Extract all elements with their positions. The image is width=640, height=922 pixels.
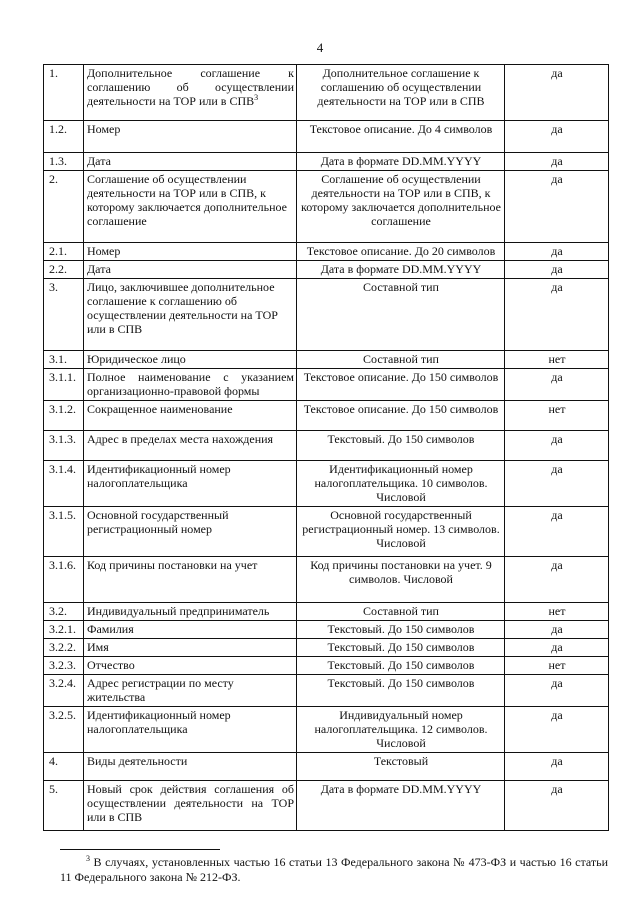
row-description: [297, 781, 505, 831]
row-number: [44, 753, 84, 781]
row-required: [505, 461, 609, 507]
table-row: [44, 351, 609, 369]
row-number-text: 3.2.: [49, 604, 67, 618]
row-description: [297, 461, 505, 507]
table-row: [44, 657, 609, 675]
row-number: [44, 279, 84, 351]
row-name: [84, 639, 297, 657]
row-number: [44, 401, 84, 431]
row-required: [505, 781, 609, 831]
table-row: [44, 431, 609, 461]
row-number: [44, 781, 84, 831]
row-name-text: Адрес в пределах места нахождения: [87, 432, 274, 446]
row-required: [505, 261, 609, 279]
row-required-text: нет: [548, 402, 566, 416]
row-name-text: Идентификационный номер налогоплательщика: [87, 462, 231, 490]
row-description: [297, 65, 505, 121]
row-name: [84, 153, 297, 171]
row-required: [505, 121, 609, 153]
row-name-text: Дополнительное соглашение к соглашению об осуществлении деятельности на ТОР или в СПВ: [87, 66, 294, 108]
row-required-text: да: [551, 782, 563, 796]
row-description-text: Текстовый. До 150 символов: [327, 658, 475, 672]
row-description: [297, 707, 505, 753]
table-row: [44, 557, 609, 603]
page-number: 4: [316, 40, 324, 55]
row-description: [297, 639, 505, 657]
table-row: [44, 261, 609, 279]
row-number: [44, 639, 84, 657]
row-number: [44, 507, 84, 557]
row-number-text: 1.: [49, 66, 58, 80]
row-description-text: Составной тип: [363, 604, 439, 618]
row-name: [84, 243, 297, 261]
row-name-text: Фамилия: [87, 622, 134, 636]
row-description: [297, 675, 505, 707]
row-description: [297, 171, 505, 243]
row-number: [44, 557, 84, 603]
table-row: [44, 243, 609, 261]
row-name: [84, 121, 297, 153]
row-number-text: 2.: [49, 172, 58, 186]
row-number: [44, 243, 84, 261]
row-description: [297, 657, 505, 675]
row-description: [297, 603, 505, 621]
table-row: [44, 781, 609, 831]
row-name-text: Отчество: [87, 658, 135, 672]
row-description: [297, 243, 505, 261]
row-name-text: Основной государственный регистрационный номер: [87, 508, 229, 536]
row-description-text: Текстовое описание. До 4 символов: [309, 122, 493, 136]
row-required: [505, 351, 609, 369]
row-number-text: 2.1.: [49, 244, 67, 258]
row-name-text: Дата: [87, 154, 111, 168]
row-required: [505, 621, 609, 639]
row-number: [44, 603, 84, 621]
row-description-text: Текстовый. До 150 символов: [327, 640, 475, 654]
row-required-text: да: [551, 676, 563, 690]
row-name: [84, 753, 297, 781]
row-description-text: Код причины постановки на учет. 9 символов. Числовой: [310, 558, 492, 586]
data-table: [43, 64, 609, 831]
row-name-text: Юридическое лицо: [87, 352, 186, 366]
row-number-text: 3.1.3.: [49, 432, 76, 446]
table-row: [44, 603, 609, 621]
row-name-text: Идентификационный номер налогоплательщика: [87, 708, 231, 736]
row-number-text: 3.1.1.: [49, 370, 76, 384]
row-description: [297, 369, 505, 401]
row-required: [505, 369, 609, 401]
footnote: [60, 855, 608, 885]
row-required-text: да: [551, 508, 563, 522]
row-number-text: 1.2.: [49, 122, 67, 136]
row-description-text: Текстовый. До 150 символов: [327, 432, 475, 446]
footnote-ref: 3: [254, 93, 259, 102]
row-description: [297, 279, 505, 351]
table-row: [44, 401, 609, 431]
row-required: [505, 279, 609, 351]
row-number-text: 3.2.2.: [49, 640, 76, 654]
row-number: [44, 431, 84, 461]
row-required: [505, 171, 609, 243]
row-number: [44, 657, 84, 675]
row-description-text: Дополнительное соглашение к соглашению об осуществлении деятельности на ТОР или в СПВ: [317, 66, 485, 108]
row-name-text: Новый срок действия соглашения об осуществлении деятельности на ТОР или в СПВ: [87, 782, 294, 824]
row-required: [505, 431, 609, 461]
table-row: [44, 639, 609, 657]
row-name: [84, 707, 297, 753]
row-description-text: Составной тип: [363, 352, 439, 366]
row-name-text: Индивидуальный предприниматель: [87, 604, 270, 618]
row-required: [505, 65, 609, 121]
row-name: [84, 65, 297, 121]
row-number-text: 1.3.: [49, 154, 67, 168]
row-number: [44, 621, 84, 639]
row-description: [297, 153, 505, 171]
footnote-text: В случаях, установленных частью 16 статьи 13 Федерального закона № 473-ФЗ и частью 16 статьи 11 Федерального закона № 212-ФЗ.: [60, 855, 608, 884]
row-required: [505, 153, 609, 171]
row-name: [84, 261, 297, 279]
row-required-text: нет: [548, 604, 566, 618]
row-name: [84, 657, 297, 675]
table-row: [44, 279, 609, 351]
table-row: [44, 171, 609, 243]
row-required: [505, 657, 609, 675]
row-description-text: Текстовый. До 150 символов: [327, 676, 475, 690]
table-row: [44, 153, 609, 171]
row-number: [44, 675, 84, 707]
row-required: [505, 675, 609, 707]
row-number: [44, 171, 84, 243]
row-required-text: да: [551, 280, 563, 294]
row-required-text: да: [551, 462, 563, 476]
row-name-text: Лицо, заключившее дополнительное соглашение к соглашению об осуществлении деятельности на ТОР или в СПВ: [87, 280, 278, 336]
table-row: [44, 507, 609, 557]
row-name-text: Полное наименование с указанием организационно-правовой формы: [87, 370, 294, 398]
row-required-text: да: [551, 754, 563, 768]
footnote-separator: [60, 849, 220, 850]
row-number: [44, 369, 84, 401]
row-number: [44, 707, 84, 753]
row-description: [297, 557, 505, 603]
row-description: [297, 431, 505, 461]
row-number-text: 4.: [49, 754, 58, 768]
table-row: [44, 369, 609, 401]
row-description: [297, 507, 505, 557]
row-required: [505, 243, 609, 261]
row-required-text: да: [551, 66, 563, 80]
row-number: [44, 461, 84, 507]
row-required-text: да: [551, 370, 563, 384]
row-name-text: Адрес регистрации по месту жительства: [87, 676, 234, 704]
row-description: [297, 261, 505, 279]
row-required-text: да: [551, 172, 563, 186]
row-number-text: 2.2.: [49, 262, 67, 276]
table-row: [44, 753, 609, 781]
row-name: [84, 279, 297, 351]
row-number: [44, 153, 84, 171]
row-required-text: да: [551, 622, 563, 636]
table-row: [44, 461, 609, 507]
row-number-text: 5.: [49, 782, 58, 796]
row-description: [297, 401, 505, 431]
row-required: [505, 753, 609, 781]
row-name: [84, 781, 297, 831]
row-name: [84, 603, 297, 621]
row-name-text: Имя: [87, 640, 109, 654]
row-description-text: Дата в формате DD.MM.YYYY: [320, 154, 482, 168]
row-name-text: Номер: [87, 244, 121, 258]
row-name-text: Номер: [87, 122, 121, 136]
row-required: [505, 603, 609, 621]
row-required-text: да: [551, 154, 563, 168]
table-row: [44, 121, 609, 153]
row-number-text: 3.1.5.: [49, 508, 76, 522]
row-number-text: 3.: [49, 280, 58, 294]
row-number-text: 3.2.4.: [49, 676, 76, 690]
row-name-text: Соглашение об осуществлении деятельности на ТОР или в СПВ, к которому заключается дополнительное соглашение: [87, 172, 287, 228]
row-required: [505, 707, 609, 753]
row-number: [44, 261, 84, 279]
row-required-text: нет: [548, 658, 566, 672]
row-description-text: Текстовое описание. До 150 символов: [303, 370, 499, 384]
row-name: [84, 557, 297, 603]
table-row: [44, 65, 609, 121]
row-description-text: Индивидуальный номер налогоплательщика. 12 символов. Числовой: [314, 708, 488, 750]
row-description-text: Составной тип: [363, 280, 439, 294]
row-number-text: 3.2.5.: [49, 708, 76, 722]
row-required: [505, 557, 609, 603]
row-number-text: 3.2.3.: [49, 658, 76, 672]
row-description-text: Текстовое описание. До 20 символов: [306, 244, 496, 258]
row-number-text: 3.1.: [49, 352, 67, 366]
row-number: [44, 65, 84, 121]
row-description: [297, 753, 505, 781]
row-required: [505, 639, 609, 657]
row-description-text: Основной государственный регистрационный номер. 13 символов. Числовой: [302, 508, 500, 550]
row-description-text: Текстовое описание. До 150 символов: [303, 402, 499, 416]
row-name: [84, 401, 297, 431]
row-description-text: Дата в формате DD.MM.YYYY: [320, 782, 482, 796]
row-name-text: Код причины постановки на учет: [87, 558, 258, 572]
row-required-text: да: [551, 432, 563, 446]
row-number: [44, 121, 84, 153]
row-name: [84, 507, 297, 557]
row-name: [84, 461, 297, 507]
row-name: [84, 171, 297, 243]
row-name: [84, 351, 297, 369]
row-required-text: да: [551, 640, 563, 654]
row-required-text: нет: [548, 352, 566, 366]
row-description-text: Дата в формате DD.MM.YYYY: [320, 262, 482, 276]
row-required: [505, 401, 609, 431]
row-name-text: Дата: [87, 262, 111, 276]
row-number-text: 3.1.2.: [49, 402, 76, 416]
row-name: [84, 621, 297, 639]
row-description: [297, 121, 505, 153]
row-description-text: Идентификационный номер налогоплательщика. 10 символов. Числовой: [314, 462, 488, 504]
row-number-text: 3.1.6.: [49, 558, 76, 572]
row-required-text: да: [551, 558, 563, 572]
row-required: [505, 507, 609, 557]
row-required-text: да: [551, 708, 563, 722]
row-number-text: 3.2.1.: [49, 622, 76, 636]
row-name-text: Сокращенное наименование: [87, 402, 233, 416]
table-row: [44, 675, 609, 707]
row-required-text: да: [551, 244, 563, 258]
row-number: [44, 351, 84, 369]
row-required-text: да: [551, 262, 563, 276]
row-description-text: Соглашение об осуществлении деятельности на ТОР или в СПВ, к которому заключается дополнительное соглашение: [301, 172, 501, 228]
row-required-text: да: [551, 122, 563, 136]
row-description: [297, 351, 505, 369]
table-row: [44, 707, 609, 753]
row-number-text: 3.1.4.: [49, 462, 76, 476]
row-description-text: Текстовый: [373, 754, 429, 768]
row-description: [297, 621, 505, 639]
row-name-text: Виды деятельности: [87, 754, 188, 768]
row-description-text: Текстовый. До 150 символов: [327, 622, 475, 636]
table-row: [44, 621, 609, 639]
footnote-marker: 3: [86, 854, 90, 863]
row-name: [84, 675, 297, 707]
row-name: [84, 369, 297, 401]
row-name: [84, 431, 297, 461]
